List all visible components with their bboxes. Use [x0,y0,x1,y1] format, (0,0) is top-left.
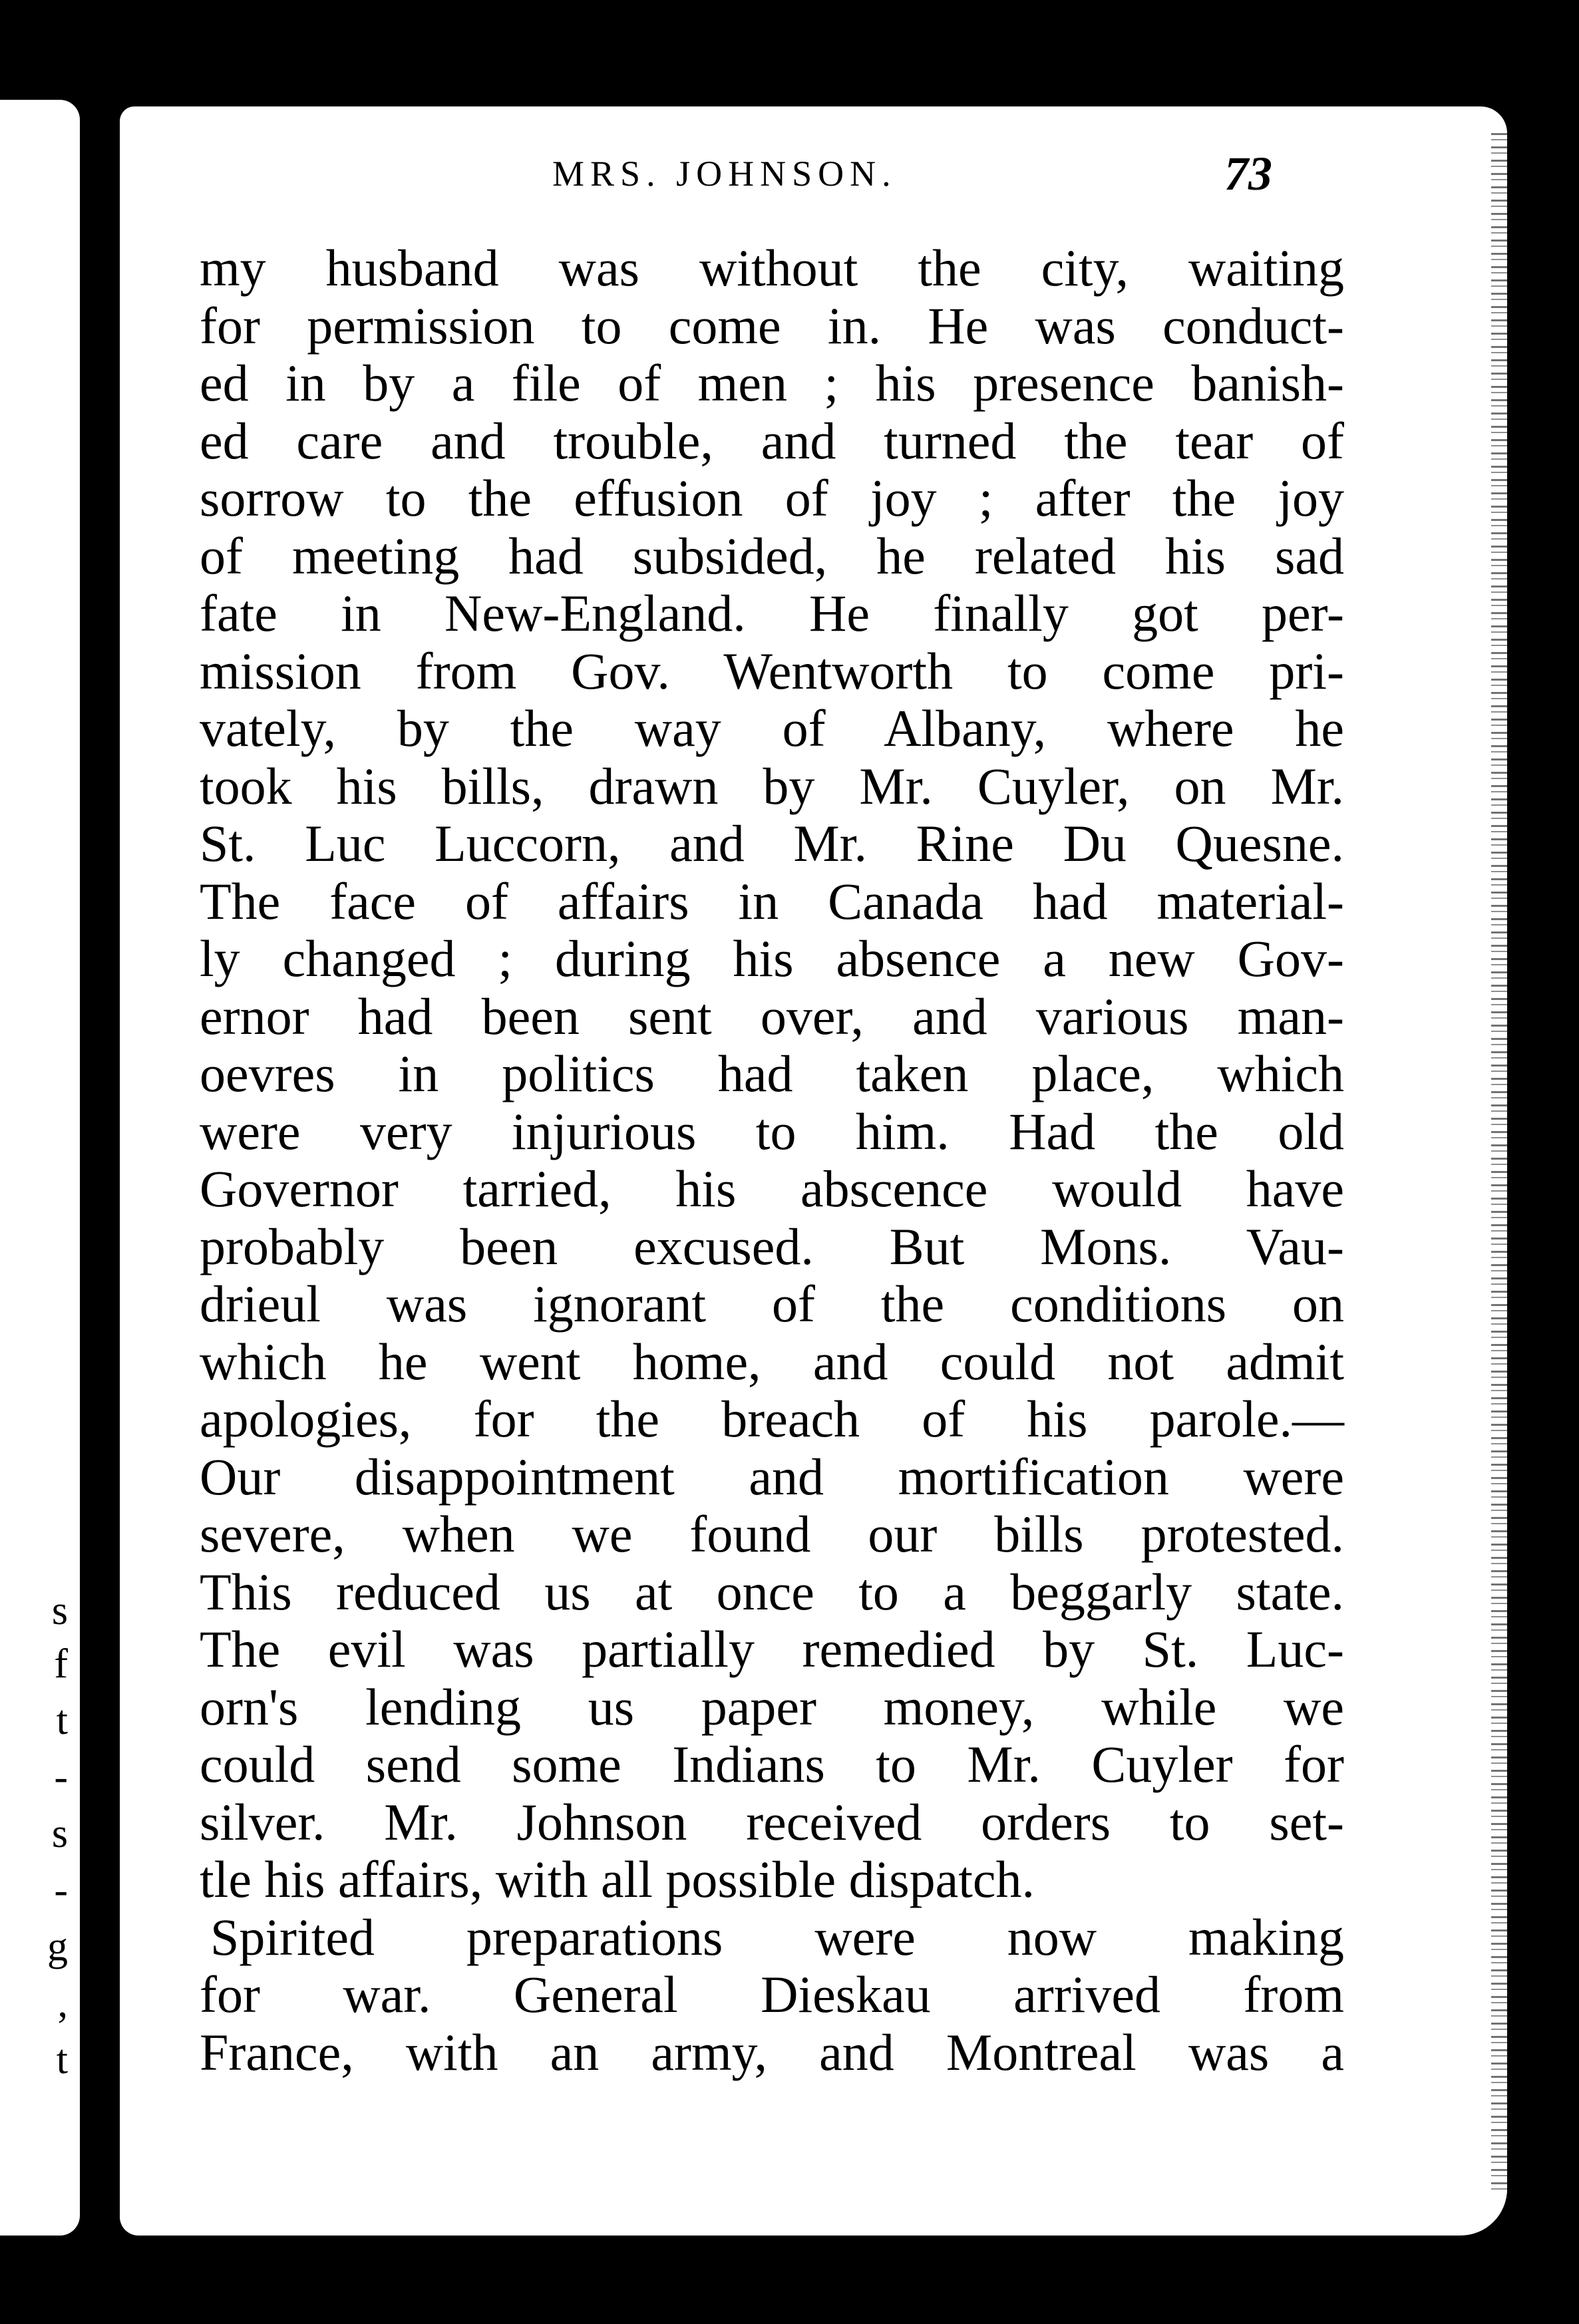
text-line: were very injurious to him. Had the old [200,1102,1344,1160]
running-head [120,147,1507,206]
text-line: ed in by a file of men ; his presence banish- [200,354,1344,412]
margin-fragment: t [56,2037,68,2082]
margin-fragment: t [56,1698,68,1743]
adjacent-page-edge [0,100,80,2236]
text-line: The face of affairs in Canada had material- [200,872,1344,930]
margin-fragment: s [51,1811,68,1856]
text-line: my husband was without the city, waiting [200,239,1344,297]
margin-fragment: f [54,1641,68,1687]
text-line: The evil was partially remedied by St. Luc- [200,1620,1344,1678]
text-line: ly changed ; during his absence a new Gov- [200,929,1344,987]
text-line: for war. General Dieskau arrived from [200,1965,1344,2023]
text-line: ed care and trouble, and turned the tear of [200,411,1344,470]
book-page [120,106,1507,2236]
text-line: vately, by the way of Albany, where he [200,699,1344,757]
body-text [200,240,1344,2081]
text-line: orn's lending us paper money, while we [200,1677,1344,1736]
text-line: drieul was ignorant of the conditions on [200,1275,1344,1333]
text-line: severe, when we found our bills protested. [200,1505,1344,1563]
text-line: mission from Gov. Wentworth to come pri- [200,641,1344,700]
text-line: Governor tarried, his abscence would have [200,1160,1344,1218]
text-line: tle his affairs, with all possible dispatch. [200,1850,1035,1908]
text-line: This reduced us at once to a beggarly state. [200,1562,1344,1621]
text-line: could send some Indians to Mr. Cuyler for [200,1735,1344,1793]
margin-fragment: g [47,1924,68,1969]
text-line: ernor had been sent over, and various man- [200,987,1344,1045]
text-line: for permission to come in. He was conduct- [200,296,1344,355]
text-line: France, with an army, and Montreal was a [200,2023,1344,2081]
page-number: 73 [1224,147,1272,200]
text-line: Our disappointment and mortification were [200,1447,1344,1506]
text-line: sorrow to the effusion of joy ; after the joy [200,469,1344,527]
text-line: apologies, for the breach of his parole.— [200,1390,1344,1448]
text-line: which he went home, and could not admit [200,1332,1344,1391]
text-line: Spirited preparations were now making [210,1908,1344,1966]
margin-fragment: , [57,1981,68,2026]
text-line: silver. Mr. Johnson received orders to set- [200,1792,1344,1851]
margin-fragment: s [51,1588,68,1633]
text-line: of meeting had subsided, he related his sad [200,526,1344,585]
margin-fragment: - [54,1754,68,1800]
text-line: probably been excused. But Mons. Vau- [200,1217,1344,1275]
running-title: MRS. JOHNSON. [552,154,897,194]
text-line: St. Luc Luccorn, and Mr. Rine Du Quesne. [200,814,1344,872]
text-line: fate in New-England. He finally got per- [200,584,1344,642]
text-line: oevres in politics had taken place, which [200,1045,1344,1102]
text-line: took his bills, drawn by Mr. Cuyler, on Mr. [200,756,1344,815]
margin-fragment: - [54,1868,68,1913]
